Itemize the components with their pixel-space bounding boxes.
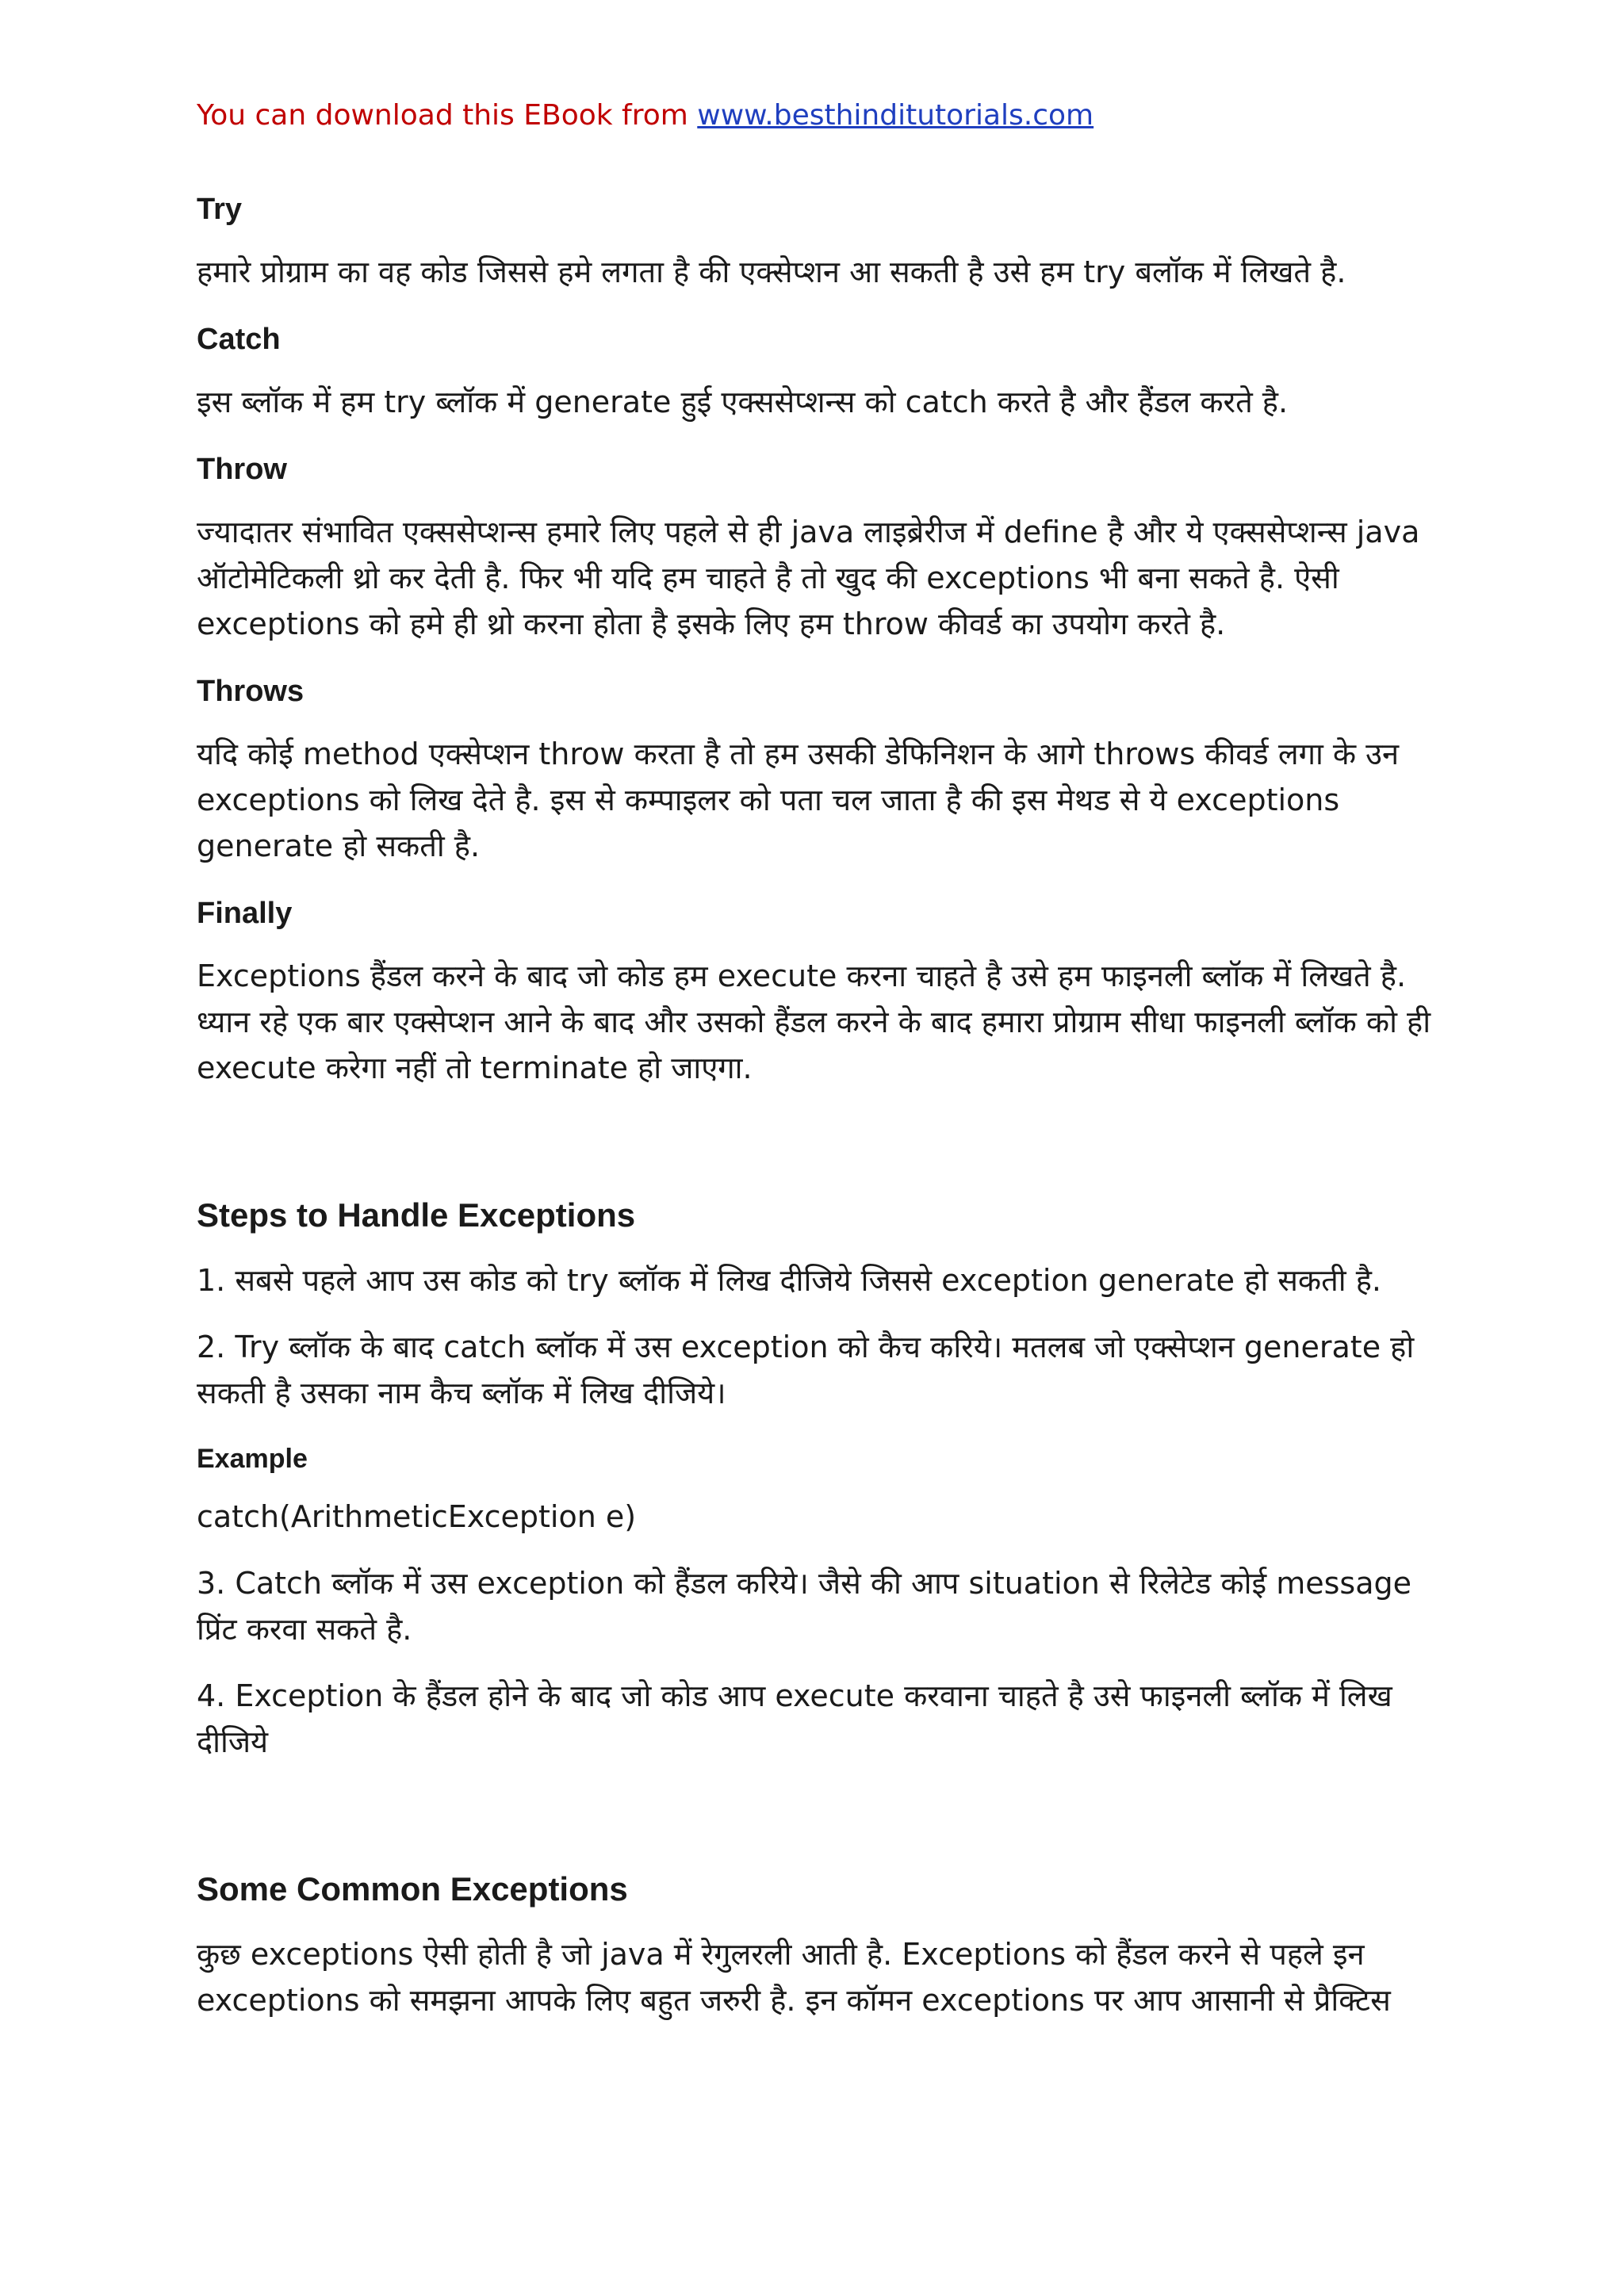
term-text-finally: Exceptions हैंडल करने के बाद जो कोड हम execute करना चाहते है उसे हम फाइनली ब्लॉक में लिखते है. ध्यान रहे एक बार एक्सेप्शन आने के बाद और उसको हैंडल करने के बाद हमारा प्रोग्राम सीधा फाइनली ब्लॉक को ही execute करेगा नहीं तो terminate हो जाएगा. [197,959,1431,1085]
section-spacer-2 [197,1785,1450,1865]
step-4: 4. Exception के हैंडल होने के बाद जो कोड आप execute करवाना चाहते है उसे फाइनली ब्लॉक में लिख दीजिये [197,1678,1392,1759]
steps-section-title: Steps to Handle Exceptions [197,1196,636,1234]
common-section-title: Some Common Exceptions [197,1870,628,1908]
term-text-throw: ज्यादातर संभावित एक्ससेप्शन्स हमारे लिए पहले से ही java लाइब्रेरीज में define है और ये एक्ससेप्शन्स java ऑटोमेटिकली थ्रो कर देती है. फिर भी यदि हम चाहते है तो खुद की exceptions भी बना सकते है. ऐसी exceptions को हमे ही थ्रो करना होता है इसके लिए हम throw कीवर्ड का उपयोग करते है. [197,515,1420,641]
term-title-finally: Finally [197,897,293,930]
step-2: 2. Try ब्लॉक के बाद catch ब्लॉक में उस exception को कैच करिये। मतलब जो एक्सेप्शन generate हो सकती है उसका नाम कैच ब्लॉक में लिख दीजिये। [197,1330,1415,1410]
term-text-catch: इस ब्लॉक में हम try ब्लॉक में generate हुई एक्ससेप्शन्स को catch करते है और हैंडल करते है. [197,385,1289,419]
step-3: 3. Catch ब्लॉक में उस exception को हैंडल करिये। जैसे की आप situation से रिलेटेड कोई message प्रिंट करवा सकते है. [197,1566,1411,1647]
download-prefix: You can download this EBook from [197,99,698,132]
download-notice [197,94,1450,138]
download-link[interactable]: www.besthinditutorials.com [697,99,1094,132]
example-label: Example [197,1444,308,1474]
term-title-throw: Throw [197,453,287,486]
document-page [197,94,1450,2044]
example-code: catch(ArithmeticException e) [197,1499,637,1534]
term-title-throws: Throws [197,675,304,708]
term-text-try: हमारे प्रोग्राम का वह कोड जिससे हमे लगता है की एक्सेप्शन आ सकती है उसे हम try बलॉक में लिखते है. [197,254,1346,289]
term-title-try: Try [197,193,243,226]
term-text-throws: यदि कोई method एक्सेप्शन throw करता है तो हम उसकी डेफिनिशन के आगे throws कीवर्ड लगा के उन exceptions को लिख देते है. इस से कम्पाइलर को पता चल जाता है की इस मेथड से ये exceptions generate हो सकती है. [197,737,1400,863]
step-1: 1. सबसे पहले आप उस कोड को try ब्लॉक में लिख दीजिये जिससे exception generate हो सकती है. [197,1263,1381,1298]
common-section-text: कुछ exceptions ऐसी होती है जो java में रेगुलरली आती है. Exceptions को हैंडल करने से पहले इन exceptions को समझना आपके लिए बहुत जरुरी है. इन कॉमन exceptions पर आप आसानी से प्रैक्टिस [197,1937,1391,2018]
term-title-catch: Catch [197,323,281,356]
section-spacer [197,1112,1450,1191]
